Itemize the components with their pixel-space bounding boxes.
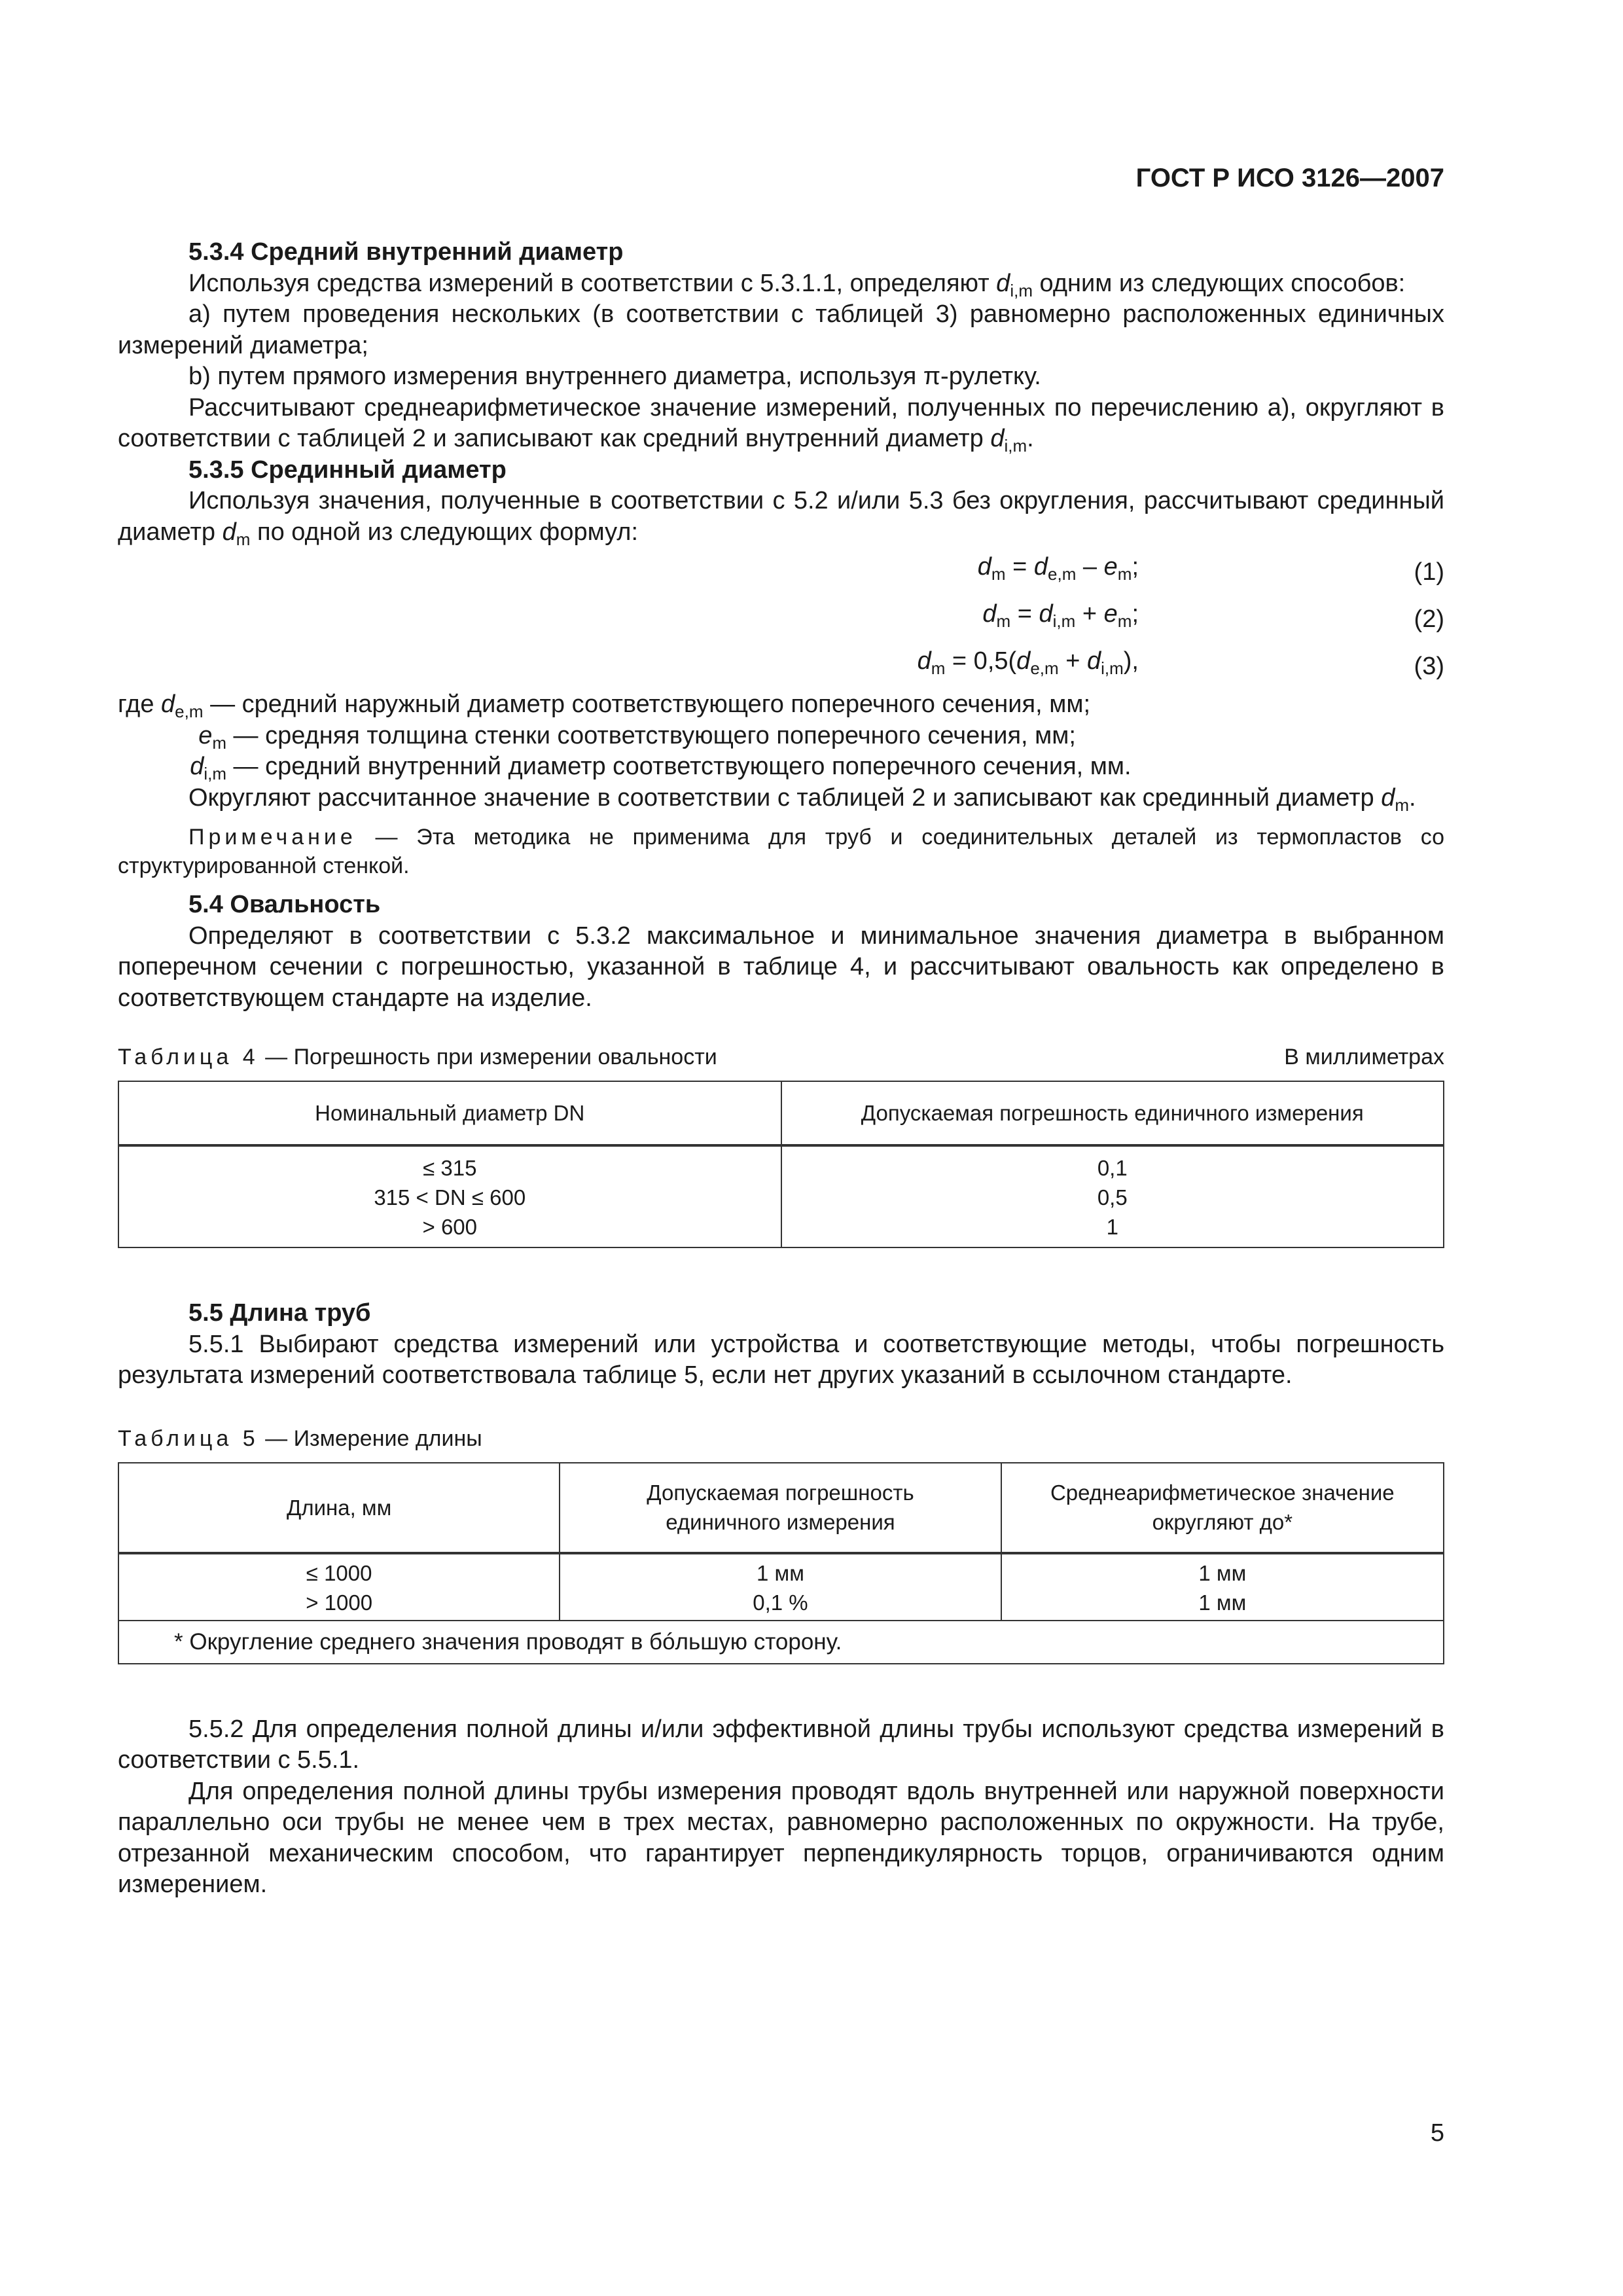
document-body	[118, 237, 1444, 1901]
paragraph-5-5-2: 5.5.2 Для определения полной длины и/или эффективной длины трубы используют средства измерений в соответствии с 5.5.1.	[118, 1715, 1444, 1774]
note: Примечание — Эта методика не применима для труб и соединительных деталей из термопластов со структурированной стенкой.	[118, 825, 1444, 878]
table4-caption	[118, 1043, 1444, 1071]
table4-cell-error: 0,1 0,5 1	[781, 1145, 1444, 1247]
formula-number: (1)	[1414, 558, 1444, 586]
formula-3: $d_m = 0,5(d_{e,m} + d_{i,m})$, (3)	[118, 642, 1444, 689]
paragraph-5-5-2-full-length: Для определения полной длины трубы измерения проводят вдоль внутренней или наружной поверхности параллельно оси трубы не менее чем в трех местах, равномерно расположенных по окружности. На трубе, отрезанной механическим способом, что гарантирует перпендикулярность торцов, ограничиваются одним измерением.	[118, 1777, 1444, 1898]
definition-em: $e_m$ — средняя толщина стенки соответствующего поперечного сечения, мм;	[198, 721, 1076, 753]
table5-header-rounding: Среднеарифметическое значение округляют до*	[1001, 1463, 1444, 1553]
paragraph-535-round: Округляют рассчитанное значение в соответствии с таблицей 2 и записывают как срединный диаметр $d_m$.	[188, 783, 1416, 815]
variable-definitions	[118, 689, 1444, 783]
table5-cell-rounding: 1 мм 1 мм	[1001, 1553, 1444, 1621]
heading-5-3-5: 5.3.5 Срединный диаметр	[188, 456, 507, 484]
table4-header-diameter: Номинальный диаметр DN	[118, 1081, 781, 1145]
heading-5-4: 5.4 Овальность	[188, 891, 381, 918]
paragraph-5-5-1: 5.5.1 Выбирают средства измерений или устройства и соответствующие методы, чтобы погрешность результата измерений соответствовала таблице 5, если нет других указаний в ссылочном стандарте.	[118, 1330, 1444, 1389]
document-header: ГОСТ Р ИСО 3126—2007	[1135, 164, 1444, 192]
heading-5-5: 5.5 Длина труб	[188, 1299, 371, 1327]
definition-de: где $d_{e,m}$ — средний наружный диаметр соответствующего поперечного сечения, мм;	[118, 691, 1091, 721]
paragraph-534-intro: Используя средства измерений в соответствии с 5.3.1.1, определяют $d_{i,m}$ одним из следующих способов:	[188, 269, 1406, 300]
table5-footnote: * Округление среднего значения проводят в бóльшую сторону.	[118, 1621, 1444, 1664]
definition-di: $d_{i,m}$ — средний внутренний диаметр соответствующего поперечного сечения, мм.	[190, 753, 1132, 783]
table4-units: В миллиметрах	[1284, 1045, 1444, 1069]
table4-title: Таблица 4 — Погрешность при измерении овальности	[118, 1045, 717, 1069]
heading-5-3-4: 5.3.4 Средний внутренний диаметр	[188, 238, 624, 266]
formula-1: $d_m = d_{e,m} - e_m$; (1)	[118, 548, 1444, 595]
table5-header-length: Длина, мм	[118, 1463, 560, 1553]
paragraph-535-intro: Используя значения, полученные в соответствии с 5.2 и/или 5.3 без округления, рассчитывают срединный диаметр $d_m$ по одной из следующих формул:	[118, 487, 1444, 549]
page-number: 5	[1430, 2119, 1444, 2147]
list-item-b: b) путем прямого измерения внутреннего диаметра, используя π-рулетку.	[188, 363, 1041, 390]
table5-cell-length: ≤ 1000 > 1000	[118, 1553, 560, 1621]
formula-2: $d_m = d_{i,m} + e_m$; (2)	[118, 595, 1444, 642]
table5-title: Таблица 5 — Измерение длины	[118, 1426, 482, 1451]
paragraph-5-4: Определяют в соответствии с 5.3.2 максимальное и минимальное значения диаметра в выбранном поперечном сечении с погрешностью, указанной в таблице 4, и рассчитывают овальность как определено в соответствующем стандарте на изделие.	[118, 922, 1444, 1012]
formula-number: (3)	[1414, 653, 1444, 680]
table-5	[118, 1462, 1444, 1664]
table4-header-error: Допускаемая погрешность единичного измерения	[781, 1081, 1444, 1145]
table5-cell-error: 1 мм 0,1 %	[560, 1553, 1001, 1621]
formula-number: (2)	[1414, 605, 1444, 633]
table5-caption	[118, 1424, 1444, 1453]
table5-header-error: Допускаемая погрешность единичного измерения	[560, 1463, 1001, 1553]
table-4	[118, 1081, 1444, 1248]
list-item-a: a) путем проведения нескольких (в соответствии с таблицей 3) равномерно расположенных единичных измерений диаметра;	[118, 300, 1444, 359]
paragraph-534-calc: Рассчитывают среднеарифметическое значение измерений, полученных по перечислению а), округляют в соответствии с таблицей 2 и записывают как средний внутренний диаметр $d_{i,m}$.	[118, 393, 1444, 456]
table4-cell-diameter: ≤ 315 315 < DN ≤ 600 > 600	[118, 1145, 781, 1247]
